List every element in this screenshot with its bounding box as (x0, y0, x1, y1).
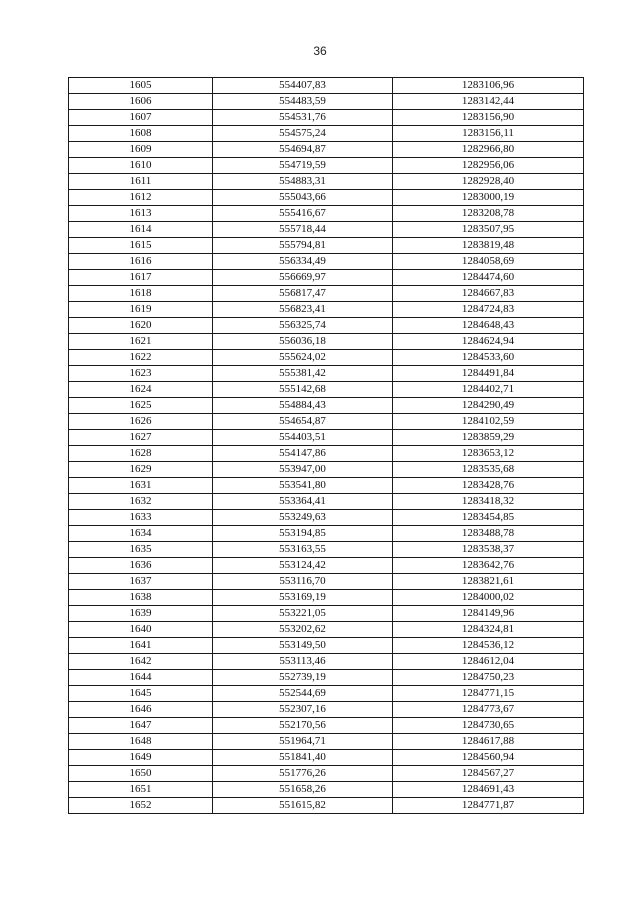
y-coordinate-cell: 1283535,68 (393, 462, 584, 478)
x-coordinate-cell: 555416,67 (213, 206, 393, 222)
x-coordinate-cell: 551841,40 (213, 750, 393, 766)
x-coordinate-cell: 553221,05 (213, 606, 393, 622)
x-coordinate-cell: 554531,76 (213, 110, 393, 126)
y-coordinate-cell: 1283819,48 (393, 238, 584, 254)
x-coordinate-cell: 553249,63 (213, 510, 393, 526)
point-number-cell: 1620 (69, 318, 213, 334)
x-coordinate-cell: 555381,42 (213, 366, 393, 382)
point-number-cell: 1634 (69, 526, 213, 542)
x-coordinate-cell: 553124,42 (213, 558, 393, 574)
point-number-cell: 1636 (69, 558, 213, 574)
table-row (69, 206, 584, 222)
point-number-cell: 1639 (69, 606, 213, 622)
y-coordinate-cell: 1283156,11 (393, 126, 584, 142)
table-row (69, 142, 584, 158)
table-row (69, 798, 584, 814)
x-coordinate-cell: 554403,51 (213, 430, 393, 446)
y-coordinate-cell: 1284290,49 (393, 398, 584, 414)
x-coordinate-cell: 556036,18 (213, 334, 393, 350)
point-number-cell: 1623 (69, 366, 213, 382)
x-coordinate-cell: 555043,66 (213, 190, 393, 206)
x-coordinate-cell: 556823,41 (213, 302, 393, 318)
y-coordinate-cell: 1283488,78 (393, 526, 584, 542)
y-coordinate-cell: 1284560,94 (393, 750, 584, 766)
y-coordinate-cell: 1283538,37 (393, 542, 584, 558)
y-coordinate-cell: 1283428,76 (393, 478, 584, 494)
y-coordinate-cell: 1284730,65 (393, 718, 584, 734)
table-row (69, 78, 584, 94)
table-row (69, 318, 584, 334)
table-row (69, 94, 584, 110)
x-coordinate-cell: 554884,43 (213, 398, 393, 414)
y-coordinate-cell: 1283859,29 (393, 430, 584, 446)
y-coordinate-cell: 1284771,87 (393, 798, 584, 814)
table-row (69, 718, 584, 734)
point-number-cell: 1637 (69, 574, 213, 590)
x-coordinate-cell: 554483,59 (213, 94, 393, 110)
table-row (69, 302, 584, 318)
x-coordinate-cell: 553364,41 (213, 494, 393, 510)
y-coordinate-cell: 1283208,78 (393, 206, 584, 222)
point-number-cell: 1621 (69, 334, 213, 350)
y-coordinate-cell: 1283106,96 (393, 78, 584, 94)
x-coordinate-cell: 554883,31 (213, 174, 393, 190)
y-coordinate-cell: 1284102,59 (393, 414, 584, 430)
point-number-cell: 1627 (69, 430, 213, 446)
x-coordinate-cell: 551658,26 (213, 782, 393, 798)
x-coordinate-cell: 556669,97 (213, 270, 393, 286)
y-coordinate-cell: 1283000,19 (393, 190, 584, 206)
table-row (69, 510, 584, 526)
table-row (69, 686, 584, 702)
point-number-cell: 1626 (69, 414, 213, 430)
table-row (69, 574, 584, 590)
x-coordinate-cell: 553113,46 (213, 654, 393, 670)
y-coordinate-cell: 1284536,12 (393, 638, 584, 654)
point-number-cell: 1649 (69, 750, 213, 766)
table-row (69, 622, 584, 638)
point-number-cell: 1647 (69, 718, 213, 734)
x-coordinate-cell: 553194,85 (213, 526, 393, 542)
y-coordinate-cell: 1284617,88 (393, 734, 584, 750)
point-number-cell: 1611 (69, 174, 213, 190)
table-row (69, 270, 584, 286)
y-coordinate-cell: 1284402,71 (393, 382, 584, 398)
point-number-cell: 1628 (69, 446, 213, 462)
x-coordinate-cell: 554147,86 (213, 446, 393, 462)
y-coordinate-cell: 1283156,90 (393, 110, 584, 126)
point-number-cell: 1632 (69, 494, 213, 510)
table-row (69, 446, 584, 462)
point-number-cell: 1641 (69, 638, 213, 654)
table-row (69, 286, 584, 302)
x-coordinate-cell: 553947,00 (213, 462, 393, 478)
x-coordinate-cell: 553163,55 (213, 542, 393, 558)
point-number-cell: 1605 (69, 78, 213, 94)
point-number-cell: 1612 (69, 190, 213, 206)
point-number-cell: 1642 (69, 654, 213, 670)
x-coordinate-cell: 556325,74 (213, 318, 393, 334)
x-coordinate-cell: 556334,49 (213, 254, 393, 270)
y-coordinate-cell: 1284612,04 (393, 654, 584, 670)
point-number-cell: 1614 (69, 222, 213, 238)
y-coordinate-cell: 1284724,83 (393, 302, 584, 318)
y-coordinate-cell: 1284691,43 (393, 782, 584, 798)
y-coordinate-cell: 1282966,80 (393, 142, 584, 158)
y-coordinate-cell: 1282956,06 (393, 158, 584, 174)
y-coordinate-cell: 1284773,67 (393, 702, 584, 718)
point-number-cell: 1652 (69, 798, 213, 814)
y-coordinate-cell: 1283454,85 (393, 510, 584, 526)
point-number-cell: 1618 (69, 286, 213, 302)
table-row (69, 414, 584, 430)
table-row (69, 190, 584, 206)
table-row (69, 558, 584, 574)
x-coordinate-cell: 553149,50 (213, 638, 393, 654)
y-coordinate-cell: 1284058,69 (393, 254, 584, 270)
table-row (69, 430, 584, 446)
point-number-cell: 1609 (69, 142, 213, 158)
y-coordinate-cell: 1283642,76 (393, 558, 584, 574)
table-row (69, 654, 584, 670)
y-coordinate-cell: 1284324,81 (393, 622, 584, 638)
point-number-cell: 1635 (69, 542, 213, 558)
table-row (69, 462, 584, 478)
point-number-cell: 1622 (69, 350, 213, 366)
point-number-cell: 1624 (69, 382, 213, 398)
y-coordinate-cell: 1284750,23 (393, 670, 584, 686)
point-number-cell: 1646 (69, 702, 213, 718)
point-number-cell: 1638 (69, 590, 213, 606)
x-coordinate-cell: 555624,02 (213, 350, 393, 366)
table-row (69, 734, 584, 750)
x-coordinate-cell: 552739,19 (213, 670, 393, 686)
table-row (69, 590, 584, 606)
y-coordinate-cell: 1283821,61 (393, 574, 584, 590)
y-coordinate-cell: 1284533,60 (393, 350, 584, 366)
point-number-cell: 1631 (69, 478, 213, 494)
point-number-cell: 1607 (69, 110, 213, 126)
table-row (69, 126, 584, 142)
table-row (69, 398, 584, 414)
table-row (69, 670, 584, 686)
x-coordinate-cell: 553116,70 (213, 574, 393, 590)
x-coordinate-cell: 555794,81 (213, 238, 393, 254)
point-number-cell: 1633 (69, 510, 213, 526)
point-number-cell: 1629 (69, 462, 213, 478)
point-number-cell: 1645 (69, 686, 213, 702)
point-number-cell: 1608 (69, 126, 213, 142)
x-coordinate-cell: 552307,16 (213, 702, 393, 718)
point-number-cell: 1606 (69, 94, 213, 110)
y-coordinate-cell: 1282928,40 (393, 174, 584, 190)
table-row (69, 766, 584, 782)
y-coordinate-cell: 1284667,83 (393, 286, 584, 302)
y-coordinate-cell: 1284771,15 (393, 686, 584, 702)
y-coordinate-cell: 1284624,94 (393, 334, 584, 350)
point-number-cell: 1648 (69, 734, 213, 750)
x-coordinate-cell: 551776,26 (213, 766, 393, 782)
table-row (69, 222, 584, 238)
table-row (69, 334, 584, 350)
x-coordinate-cell: 554575,24 (213, 126, 393, 142)
table-row (69, 542, 584, 558)
y-coordinate-cell: 1284567,27 (393, 766, 584, 782)
table-row (69, 350, 584, 366)
y-coordinate-cell: 1284149,96 (393, 606, 584, 622)
x-coordinate-cell: 555142,68 (213, 382, 393, 398)
x-coordinate-cell: 554654,87 (213, 414, 393, 430)
table-row (69, 110, 584, 126)
x-coordinate-cell: 554694,87 (213, 142, 393, 158)
y-coordinate-cell: 1283142,44 (393, 94, 584, 110)
table-row (69, 526, 584, 542)
y-coordinate-cell: 1284474,60 (393, 270, 584, 286)
x-coordinate-cell: 553202,62 (213, 622, 393, 638)
point-number-cell: 1610 (69, 158, 213, 174)
y-coordinate-cell: 1284648,43 (393, 318, 584, 334)
point-number-cell: 1619 (69, 302, 213, 318)
coordinates-table (68, 77, 584, 814)
point-number-cell: 1616 (69, 254, 213, 270)
x-coordinate-cell: 551615,82 (213, 798, 393, 814)
x-coordinate-cell: 551964,71 (213, 734, 393, 750)
point-number-cell: 1625 (69, 398, 213, 414)
x-coordinate-cell: 556817,47 (213, 286, 393, 302)
table-row (69, 254, 584, 270)
table-row (69, 158, 584, 174)
x-coordinate-cell: 552170,56 (213, 718, 393, 734)
table-row (69, 478, 584, 494)
point-number-cell: 1644 (69, 670, 213, 686)
x-coordinate-cell: 555718,44 (213, 222, 393, 238)
x-coordinate-cell: 553169,19 (213, 590, 393, 606)
page-number: 36 (313, 44, 327, 58)
table-row (69, 238, 584, 254)
y-coordinate-cell: 1283653,12 (393, 446, 584, 462)
table-row (69, 782, 584, 798)
coordinates-table-body (69, 78, 584, 814)
y-coordinate-cell: 1284491,84 (393, 366, 584, 382)
table-row (69, 750, 584, 766)
y-coordinate-cell: 1284000,02 (393, 590, 584, 606)
table-row (69, 382, 584, 398)
y-coordinate-cell: 1283418,32 (393, 494, 584, 510)
point-number-cell: 1613 (69, 206, 213, 222)
point-number-cell: 1640 (69, 622, 213, 638)
point-number-cell: 1650 (69, 766, 213, 782)
point-number-cell: 1651 (69, 782, 213, 798)
x-coordinate-cell: 553541,80 (213, 478, 393, 494)
x-coordinate-cell: 554407,83 (213, 78, 393, 94)
point-number-cell: 1617 (69, 270, 213, 286)
table-row (69, 606, 584, 622)
table-row (69, 174, 584, 190)
table-row (69, 638, 584, 654)
x-coordinate-cell: 554719,59 (213, 158, 393, 174)
table-row (69, 366, 584, 382)
point-number-cell: 1615 (69, 238, 213, 254)
table-row (69, 494, 584, 510)
table-row (69, 702, 584, 718)
x-coordinate-cell: 552544,69 (213, 686, 393, 702)
y-coordinate-cell: 1283507,95 (393, 222, 584, 238)
